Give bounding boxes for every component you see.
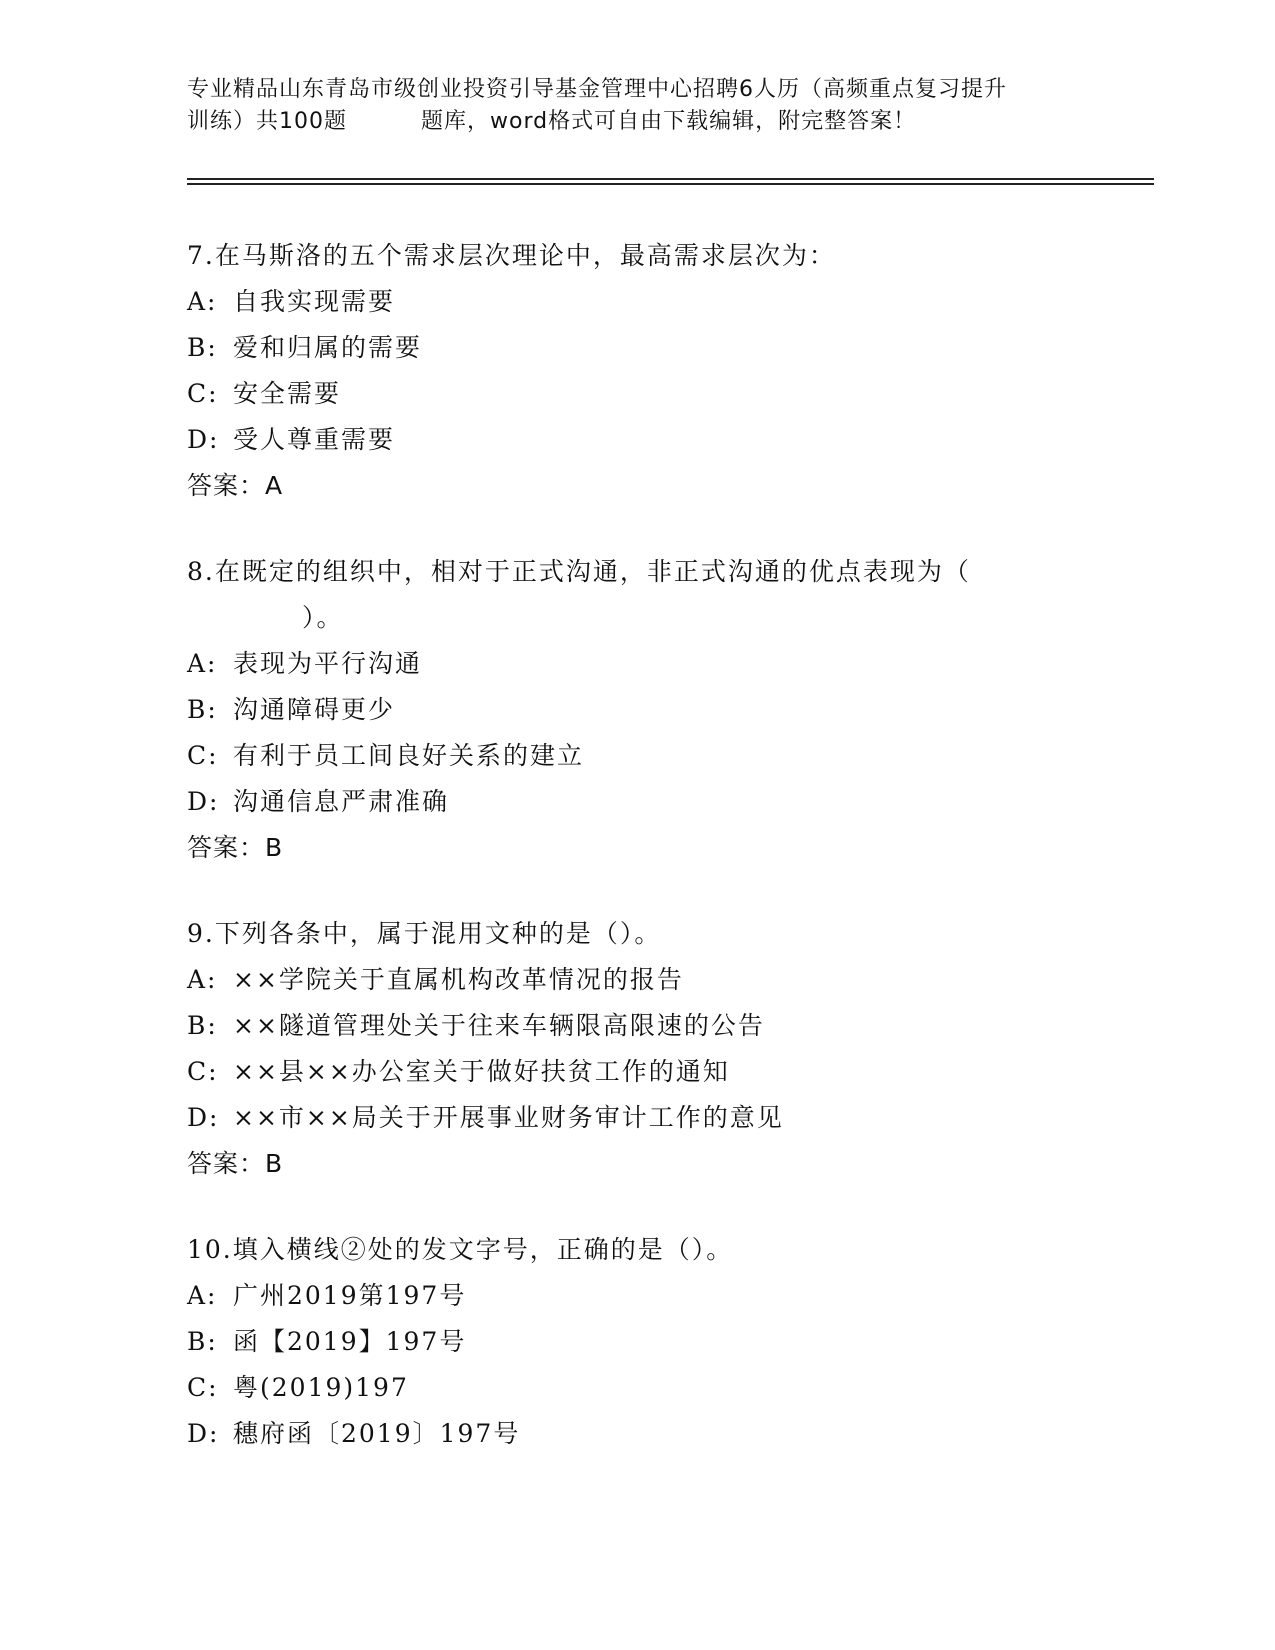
option-a: [187, 279, 1137, 325]
option-b: [187, 325, 1137, 371]
question-8: [187, 549, 1137, 871]
option-letter: B:: [187, 1327, 218, 1356]
document-header: [187, 74, 1087, 138]
answer-line: 答案：B: [187, 1149, 284, 1178]
option-letter: B:: [187, 333, 218, 362]
question-stem: 8.在既定的组织中，相对于正式沟通，非正式沟通的优点表现为（: [187, 557, 971, 586]
option-letter: C:: [187, 1057, 219, 1086]
option-d: [187, 417, 1137, 463]
option-text: ××隧道管理处关于往来车辆限高限速的公告: [233, 1011, 765, 1040]
option-text: 穗府函〔2019〕197号: [233, 1419, 521, 1448]
option-b: [187, 687, 1137, 733]
option-a: [187, 1273, 1137, 1319]
header-rule-bottom: [187, 183, 1154, 185]
option-text: 粤(2019)197: [233, 1373, 409, 1402]
header-rule-top: [187, 178, 1154, 180]
header-title-line-2: [187, 106, 1087, 138]
header-title-part-left: 训练）共100题: [187, 109, 347, 134]
question-stem: 9.下列各条中，属于混用文种的是（）。: [187, 919, 662, 948]
option-a: [187, 957, 1137, 1003]
option-letter: C:: [187, 379, 219, 408]
answer-line: 答案：B: [187, 833, 284, 862]
option-d: [187, 779, 1137, 825]
question-10: [187, 1227, 1137, 1457]
option-text: ××市××局关于开展事业财务审计工作的意见: [233, 1103, 784, 1132]
option-letter: D:: [187, 787, 220, 816]
option-c: [187, 371, 1137, 417]
header-title-line-1: 专业精品山东青岛市级创业投资引导基金管理中心招聘6人历（高频重点复习提升: [187, 77, 1007, 102]
option-text: 广州2019第197号: [233, 1281, 467, 1310]
option-text: 沟通障碍更少: [233, 695, 396, 724]
option-c: [187, 1049, 1137, 1095]
option-letter: A:: [187, 287, 218, 316]
option-letter: D:: [187, 1103, 220, 1132]
option-letter: A:: [187, 649, 218, 678]
question-stem: 7.在马斯洛的五个需求层次理论中，最高需求层次为：: [187, 241, 836, 270]
option-text: 沟通信息严肃准确: [233, 787, 450, 816]
header-title-part-right: 题库，word格式可自由下载编辑，附完整答案！: [421, 109, 917, 134]
option-letter: B:: [187, 695, 218, 724]
option-letter: C:: [187, 741, 219, 770]
option-text: 表现为平行沟通: [233, 649, 423, 678]
option-text: ××县××办公室关于做好扶贫工作的通知: [233, 1057, 730, 1086]
option-text: 自我实现需要: [233, 287, 396, 316]
option-letter: C:: [187, 1373, 219, 1402]
option-d: [187, 1095, 1137, 1141]
option-letter: A:: [187, 965, 218, 994]
option-letter: B:: [187, 1011, 218, 1040]
option-letter: A:: [187, 1281, 218, 1310]
option-text: 有利于员工间良好关系的建立: [233, 741, 585, 770]
option-c: [187, 1365, 1137, 1411]
question-list: [187, 233, 1137, 1497]
option-text: ××学院关于直属机构改革情况的报告: [233, 965, 684, 994]
option-d: [187, 1411, 1137, 1457]
option-letter: D:: [187, 425, 220, 454]
question-stem: 10.填入横线②处的发文字号，正确的是（）。: [187, 1235, 734, 1264]
option-b: [187, 1003, 1137, 1049]
option-text: 受人尊重需要: [233, 425, 396, 454]
option-text: 爱和归属的需要: [233, 333, 423, 362]
option-a: [187, 641, 1137, 687]
question-stem-continuation: ）。: [302, 603, 344, 632]
option-c: [187, 733, 1137, 779]
option-b: [187, 1319, 1137, 1365]
question-9: [187, 911, 1137, 1187]
option-text: 函【2019】197号: [233, 1327, 467, 1356]
option-text: 安全需要: [233, 379, 342, 408]
question-7: [187, 233, 1137, 509]
answer-line: 答案：A: [187, 471, 284, 500]
option-letter: D:: [187, 1419, 220, 1448]
